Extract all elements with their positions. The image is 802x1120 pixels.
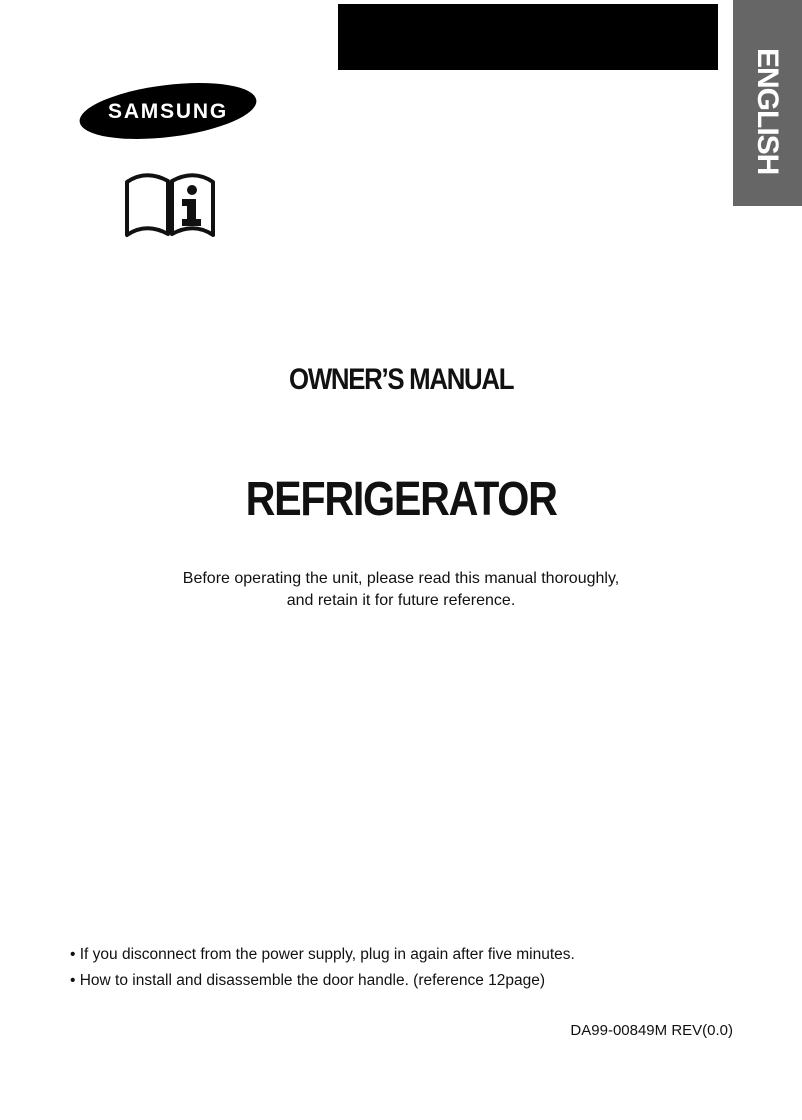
information-book-icon <box>120 168 220 240</box>
samsung-logo <box>78 82 258 140</box>
top-black-banner <box>338 4 718 70</box>
intro-line-2: and retain it for future reference. <box>286 592 516 609</box>
note-power-supply: • If you disconnect from the power supply, plug in again after five minutes. <box>70 946 575 963</box>
language-tab-label: ENGLISH <box>751 48 784 175</box>
product-title: REFRIGERATOR <box>245 473 557 526</box>
note-door-handle: • How to install and disassemble the door handle. (reference 12page) <box>70 972 546 989</box>
language-tab <box>733 0 802 206</box>
samsung-logo-text: SAMSUNG <box>108 100 228 123</box>
manual-title: OWNER’S MANUAL <box>289 363 514 396</box>
intro-line-1: Before operating the unit, please read this manual thoroughly, <box>182 570 620 587</box>
notes-list <box>70 942 710 994</box>
document-code: DA99-00849M REV(0.0) <box>570 1022 733 1039</box>
intro-text <box>0 568 802 612</box>
